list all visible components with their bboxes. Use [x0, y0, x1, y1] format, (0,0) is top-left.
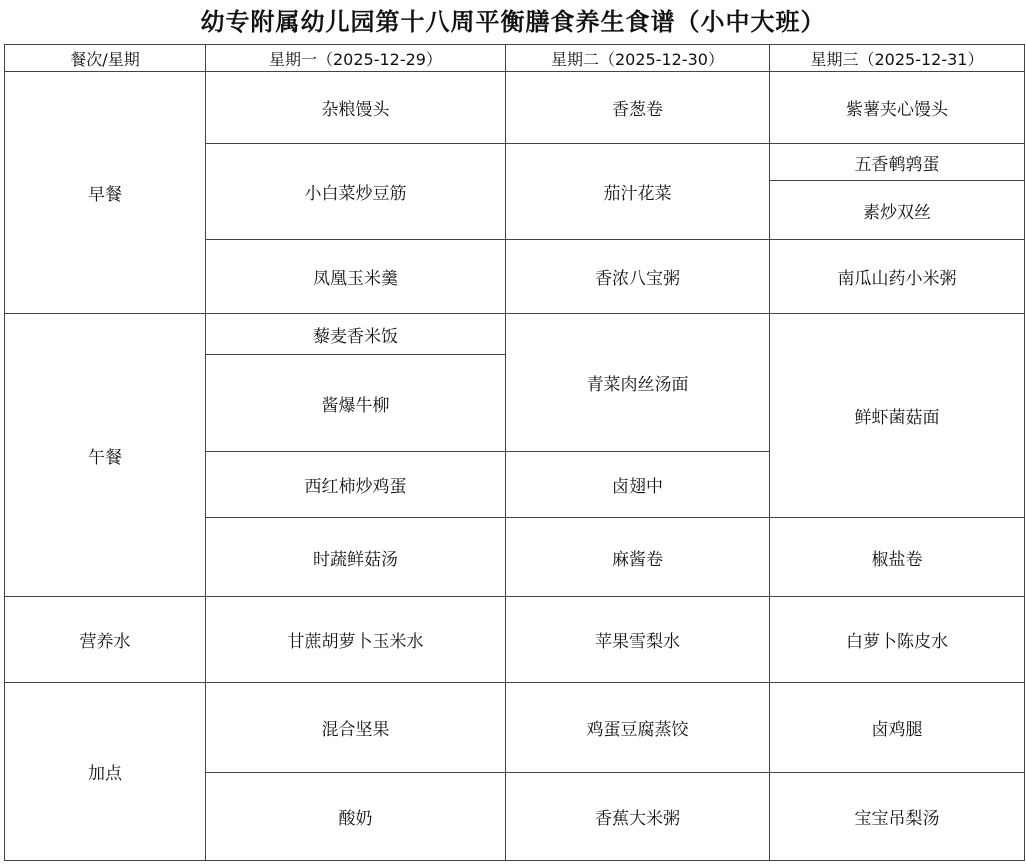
header-day-wed: 星期三（2025-12-31）: [770, 45, 1025, 72]
meal-label-breakfast: 早餐: [5, 72, 206, 314]
lunch-row: [5, 314, 1025, 355]
water-mon-drink: 甘蔗胡萝卜玉米水: [206, 597, 506, 683]
breakfast-wed-dish: 紫薯夹心馒头: [770, 72, 1025, 144]
lunch-tue-dish: 麻酱卷: [506, 518, 770, 597]
header-row: [5, 45, 1025, 72]
snack-tue-item: 香蕉大米粥: [506, 773, 770, 861]
lunch-tue-dish: 卤翅中: [506, 452, 770, 518]
lunch-tue-dish: 青菜肉丝汤面: [506, 314, 770, 452]
lunch-mon-dish: 酱爆牛柳: [206, 355, 506, 452]
water-wed-drink: 白萝卜陈皮水: [770, 597, 1025, 683]
lunch-mon-dish: 西红柿炒鸡蛋: [206, 452, 506, 518]
snack-row: [5, 683, 1025, 773]
page-title: 幼专附属幼儿园第十八周平衡膳食养生食谱（小中大班）: [200, 8, 826, 36]
breakfast-mon-dish: 小白菜炒豆筋: [206, 144, 506, 240]
breakfast-mon-dish: 凤凰玉米羹: [206, 240, 506, 314]
breakfast-mon-dish: 杂粮馒头: [206, 72, 506, 144]
meal-label-water: 营养水: [5, 597, 206, 683]
header-corner: 餐次/星期: [5, 45, 206, 72]
breakfast-row: [5, 72, 1025, 144]
lunch-mon-dish: 藜麦香米饭: [206, 314, 506, 355]
breakfast-tue-dish: 香浓八宝粥: [506, 240, 770, 314]
breakfast-wed-dish: 五香鹌鹑蛋: [770, 144, 1025, 181]
menu-table: [4, 44, 1025, 861]
lunch-wed-dish: 椒盐卷: [770, 518, 1025, 597]
breakfast-wed-dish: 素炒双丝: [770, 181, 1025, 240]
snack-wed-item: 宝宝吊梨汤: [770, 773, 1025, 861]
header-day-mon: 星期一（2025-12-29）: [206, 45, 506, 72]
meal-label-lunch: 午餐: [5, 314, 206, 597]
snack-wed-item: 卤鸡腿: [770, 683, 1025, 773]
snack-mon-item: 混合坚果: [206, 683, 506, 773]
menu-table-container: [4, 44, 1024, 861]
water-tue-drink: 苹果雪梨水: [506, 597, 770, 683]
header-day-tue: 星期二（2025-12-30）: [506, 45, 770, 72]
snack-mon-item: 酸奶: [206, 773, 506, 861]
snack-tue-item: 鸡蛋豆腐蒸饺: [506, 683, 770, 773]
lunch-mon-dish: 时蔬鲜菇汤: [206, 518, 506, 597]
lunch-wed-dish: 鲜虾菌菇面: [770, 314, 1025, 518]
breakfast-tue-dish: 香葱卷: [506, 72, 770, 144]
breakfast-wed-dish: 南瓜山药小米粥: [770, 240, 1025, 314]
water-row: [5, 597, 1025, 683]
breakfast-tue-dish: 茄汁花菜: [506, 144, 770, 240]
meal-label-snack: 加点: [5, 683, 206, 861]
